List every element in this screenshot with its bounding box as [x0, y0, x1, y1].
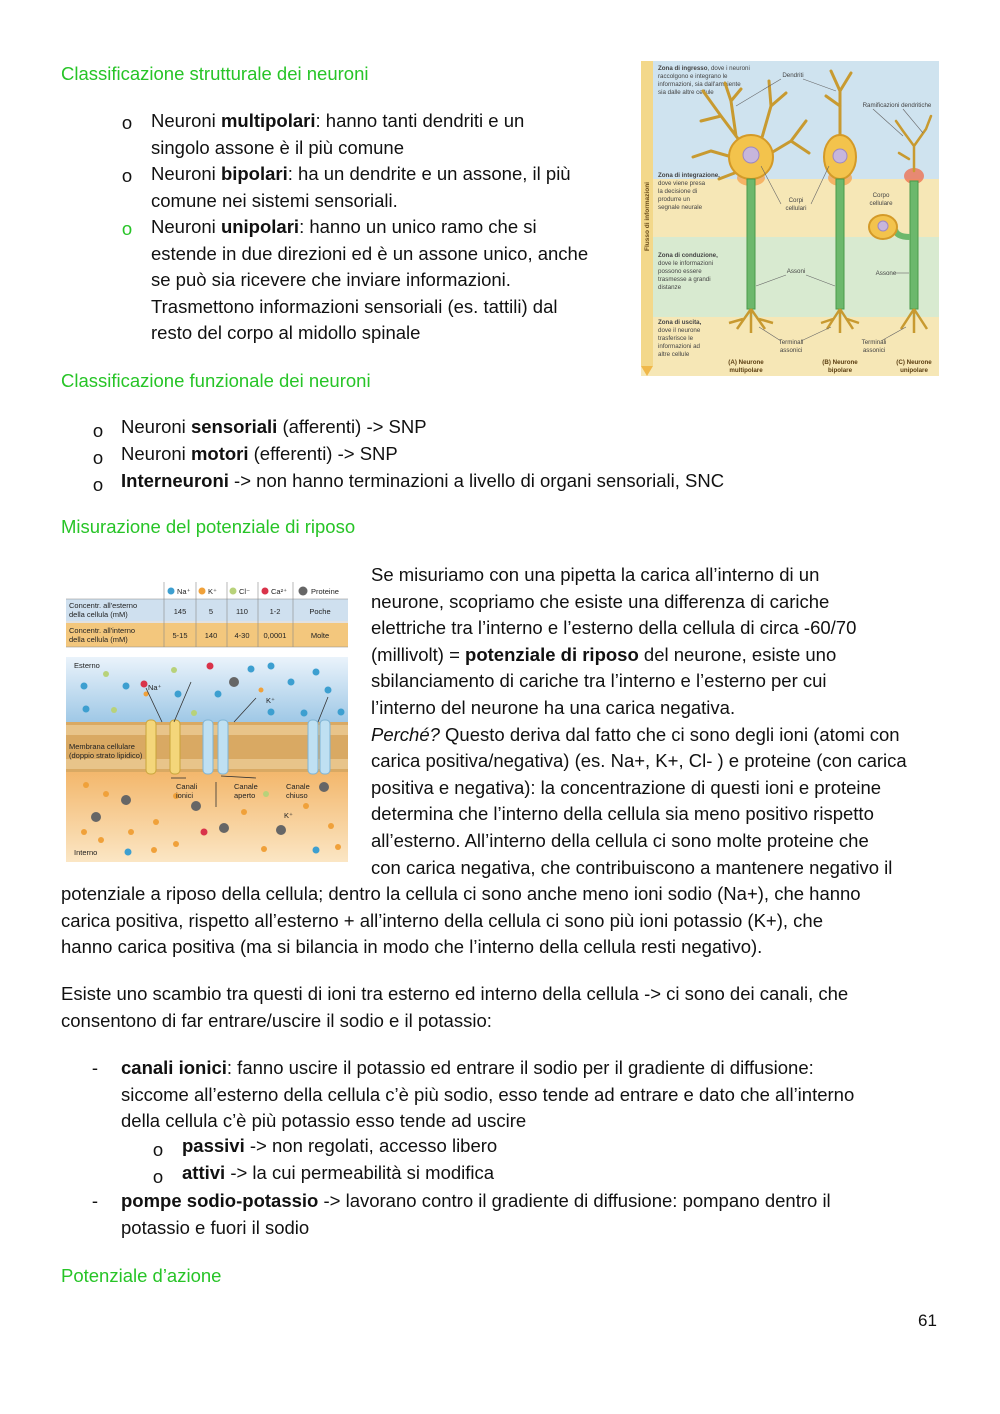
bullet-circle: o [121, 218, 133, 239]
bullet-circle: o [152, 1166, 164, 1187]
bullet-circle: o [92, 420, 104, 441]
bullet-circle: o [152, 1139, 164, 1160]
svg-text:la decisione di: la decisione di [658, 188, 698, 195]
svg-text:5: 5 [208, 607, 214, 616]
svg-text:unipolare: unipolare [900, 367, 928, 374]
svg-text:altre cellule: altre cellule [658, 351, 690, 358]
svg-text:Terminali: Terminali [778, 339, 804, 346]
svg-text:della cellula (mM): della cellula (mM) [69, 610, 128, 619]
svg-text:0,0001: 0,0001 [263, 631, 287, 640]
svg-text:chiuso: chiuso [286, 791, 308, 800]
svg-text:(doppio strato lipidico): (doppio strato lipidico) [69, 751, 143, 760]
svg-text:Canali: Canali [176, 782, 198, 791]
svg-text:cellulare: cellulare [869, 200, 893, 207]
svg-text:Zona di integrazione,: Zona di integrazione, [658, 172, 720, 179]
list-item: Neuroni bipolari: ha un dendrite e un assone, il più comune nei sistemi sensoriali. [151, 163, 571, 211]
svg-text:Interno: Interno [74, 848, 98, 857]
svg-text:multipolare: multipolare [729, 367, 763, 374]
svg-text:trasmesse a grandi: trasmesse a grandi [658, 276, 711, 283]
svg-text:Molte: Molte [310, 631, 330, 640]
svg-text:assonici: assonici [779, 347, 803, 354]
paragraph-riposo: Se misuriamo con una pipetta la carica all’interno di un neurone, scopriamo che esiste una differenza di cariche elettriche tra l’interno e l’esterno della cellula di circa -60/70 (millivolt) = potenziale di riposo del neurone, esiste uno sbilanciamento di cariche tra l’interno e l’esterno per cui l’interno del neurone ha una carica negativa. Perché? Questo deriva dal fatto che ci sono degli ioni (atomi con carica positiva/negativa) (es. Na+, K+, Cl- ) e proteine (con carica positiva e negativa): la concentrazione di questi ioni e proteine determina che l’interno della cellula sia meno positivo rispetto all’esterno. All’interno della cellula ci sono molte proteine che con carica negativa, che contribuiscono a mantenere negativo il [371, 564, 907, 878]
svg-text:Assoni: Assoni [786, 268, 806, 275]
svg-text:110: 110 [236, 607, 248, 616]
svg-text:Ramificazioni dendritiche: Ramificazioni dendritiche [862, 102, 932, 109]
list-item: Neuroni sensoriali (afferenti) -> SNP [121, 416, 427, 437]
svg-text:145: 145 [173, 607, 187, 616]
svg-text:trasferisce le: trasferisce le [658, 335, 694, 342]
list-item: canali ionici: fanno uscire il potassio ed entrare il sodio per il gradiente di diffusione: siccome all’esterno della cellula c’è più sodio, esso tende ad entrare e dato che all’interno della cellula c’è più potassio esso tende ad uscire [121, 1057, 855, 1132]
svg-text:K⁺: K⁺ [284, 811, 293, 820]
svg-text:Proteine: Proteine [311, 587, 339, 596]
flow-label: Flusso di informazioni [644, 182, 651, 251]
svg-text:della cellula (mM): della cellula (mM) [69, 635, 128, 644]
svg-text:assonici: assonici [862, 347, 886, 354]
list-item: Neuroni multipolari: hanno tanti dendriti e un singolo assone è il più comune [151, 110, 525, 158]
svg-text:K⁺: K⁺ [266, 696, 275, 705]
svg-text:Na⁺: Na⁺ [177, 587, 191, 596]
svg-text:Corpi: Corpi [788, 197, 804, 204]
svg-text:(B) Neurone: (B) Neurone [822, 359, 858, 366]
svg-text:K⁺: K⁺ [208, 587, 217, 596]
list-item: Interneuroni -> non hanno terminazioni a livello di organi sensoriali, SNC [121, 470, 725, 491]
svg-text:Na⁺: Na⁺ [148, 683, 162, 692]
svg-text:Assone: Assone [875, 270, 897, 277]
list-item: Neuroni motori (efferenti) -> SNP [121, 443, 398, 464]
svg-text:Terminali: Terminali [861, 339, 887, 346]
paragraph-scambio: Esiste uno scambio tra questi di ioni tra esterno ed interno della cellula -> ci sono dei canali, che consentono di far entrare/uscire il sodio e il potassio: [61, 983, 849, 1031]
list-item: passivi -> non regolati, accesso libero [182, 1135, 498, 1156]
svg-text:Canale: Canale [286, 782, 310, 791]
svg-text:Esterno: Esterno [74, 661, 100, 670]
svg-text:dove il neurone: dove il neurone [658, 327, 701, 334]
neuron-types-figure [641, 61, 939, 376]
svg-text:possono essere: possono essere [658, 268, 702, 275]
svg-text:Ca²⁺: Ca²⁺ [271, 587, 288, 596]
svg-text:distanze: distanze [658, 284, 682, 291]
section-heading-funzionale: Classificazione funzionale dei neuroni [61, 370, 371, 391]
neuron-captions [728, 359, 932, 374]
bullet-circle: o [92, 474, 104, 495]
svg-text:(A) Neurone: (A) Neurone [728, 359, 764, 366]
section-heading-potenziale-azione: Potenziale d’azione [61, 1265, 222, 1286]
svg-text:Zona di ingresso, dove i neuro: Zona di ingresso, dove i neuroni [658, 65, 750, 72]
svg-text:Poche: Poche [309, 607, 331, 616]
svg-text:informazioni ad: informazioni ad [658, 343, 700, 350]
svg-text:Concentr. all'interno: Concentr. all'interno [69, 626, 136, 635]
bullet-circle: o [121, 165, 133, 186]
svg-text:produrre un: produrre un [658, 196, 690, 203]
svg-text:Zona di uscita,: Zona di uscita, [658, 319, 702, 326]
svg-text:Membrana cellulare: Membrana cellulare [69, 742, 135, 751]
svg-text:dove le informazioni: dove le informazioni [658, 260, 714, 267]
svg-text:bipolare: bipolare [827, 367, 853, 374]
paragraph-riposo-cont: potenziale a riposo della cellula; dentro la cellula ci sono anche meno ioni sodio (Na+), che hanno carica positiva, rispetto all’esterno + all’interno della cellula ci sono più ioni potassio (K+), che hanno carica positiva (ma si bilancia in modo che l’interno della cellula resti negativo). [61, 883, 861, 958]
svg-text:Cl⁻: Cl⁻ [239, 587, 251, 596]
svg-text:informazioni, sia dall'ambient: informazioni, sia dall'ambiente [658, 81, 741, 88]
list-item: pompe sodio-potassio -> lavorano contro il gradiente di diffusione: pompano dentro il potassio e fuori il sodio [121, 1190, 831, 1238]
bullet-dash: - [91, 1057, 99, 1078]
svg-text:Zona di conduzione,: Zona di conduzione, [658, 252, 718, 259]
svg-text:4-30: 4-30 [234, 631, 250, 640]
section-heading-potenziale-riposo: Misurazione del potenziale di riposo [61, 516, 356, 537]
svg-text:segnale neurale: segnale neurale [658, 204, 703, 211]
svg-text:Canale: Canale [234, 782, 258, 791]
list-item: attivi -> la cui permeabilità si modifica [182, 1162, 495, 1183]
section-heading-strutturale: Classificazione strutturale dei neuroni [61, 63, 369, 84]
svg-text:aperto: aperto [234, 791, 256, 800]
svg-text:140: 140 [204, 631, 218, 640]
svg-text:(C) Neurone: (C) Neurone [896, 359, 932, 366]
bullet-circle: o [121, 112, 133, 133]
svg-text:dove viene presa: dove viene presa [658, 180, 706, 187]
bullet-circle: o [92, 447, 104, 468]
svg-text:5-15: 5-15 [172, 631, 188, 640]
svg-text:1-2: 1-2 [269, 607, 281, 616]
svg-text:ionici: ionici [176, 791, 194, 800]
bullet-dash: - [91, 1190, 99, 1211]
list-item: Neuroni unipolari: hanno un unico ramo che si estende in due direzioni ed è un assone unico, anche se può sia ricevere che inviare informazioni. Trasmettono informazioni sensoriali (es. tattili) dal resto del corpo al midollo spinale [151, 216, 589, 344]
svg-text:raccolgono e integrano le: raccolgono e integrano le [658, 73, 728, 80]
svg-text:sia dalle altre cellule: sia dalle altre cellule [658, 89, 714, 96]
svg-text:Corpo: Corpo [872, 192, 890, 199]
svg-text:Dendriti: Dendriti [782, 72, 804, 79]
ion-concentration-figure [66, 582, 348, 862]
page-number: 61 [918, 1311, 937, 1330]
svg-text:cellulari: cellulari [785, 205, 807, 212]
svg-text:Concentr. all'esterno: Concentr. all'esterno [69, 601, 138, 610]
